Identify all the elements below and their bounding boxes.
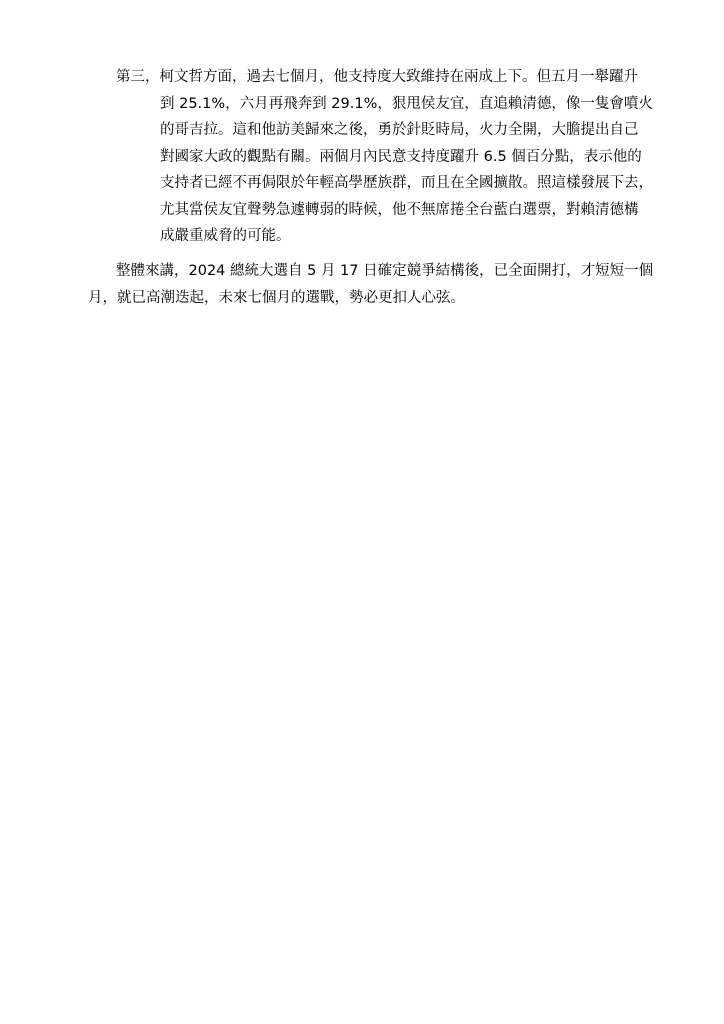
text-line: 月，就已高潮迭起，未來七個月的選戰，勢必更扣人心弦。: [88, 289, 465, 306]
text-line: 支持者已經不再侷限於年輕高學歷族群，而且在全國擴散。照這樣發展下去，: [160, 175, 653, 191]
text-line: 整體來講，2024 總統大選自 5 月 17 日確定競爭結構後，已全面開打，才短短一個: [116, 263, 654, 279]
text-line: 對國家大政的觀點有關。兩個月內民意支持度躍升 6.5 個百分點，表示他的: [160, 148, 642, 165]
paragraph-conclusion: [88, 258, 654, 311]
text-line: 的哥吉拉。這和他訪美歸來之後，勇於針貶時局，火力全開，大膽提出自己: [160, 122, 639, 138]
paragraph-third-point: [88, 64, 653, 250]
text-line: 成嚴重威脅的可能。: [160, 228, 291, 244]
text-line: 到 25.1%，六月再飛奔到 29.1%，狠甩侯友宜，直追賴清德，像一隻會噴火: [160, 95, 653, 112]
text-line: 第三，柯文哲方面，過去七個月，他支持度大致維持在兩成上下。但五月一舉躍升: [116, 69, 638, 85]
text-line: 尤其當侯友宜聲勢急遽轉弱的時候，他不無席捲全台藍白選票，對賴清德構: [160, 201, 639, 218]
